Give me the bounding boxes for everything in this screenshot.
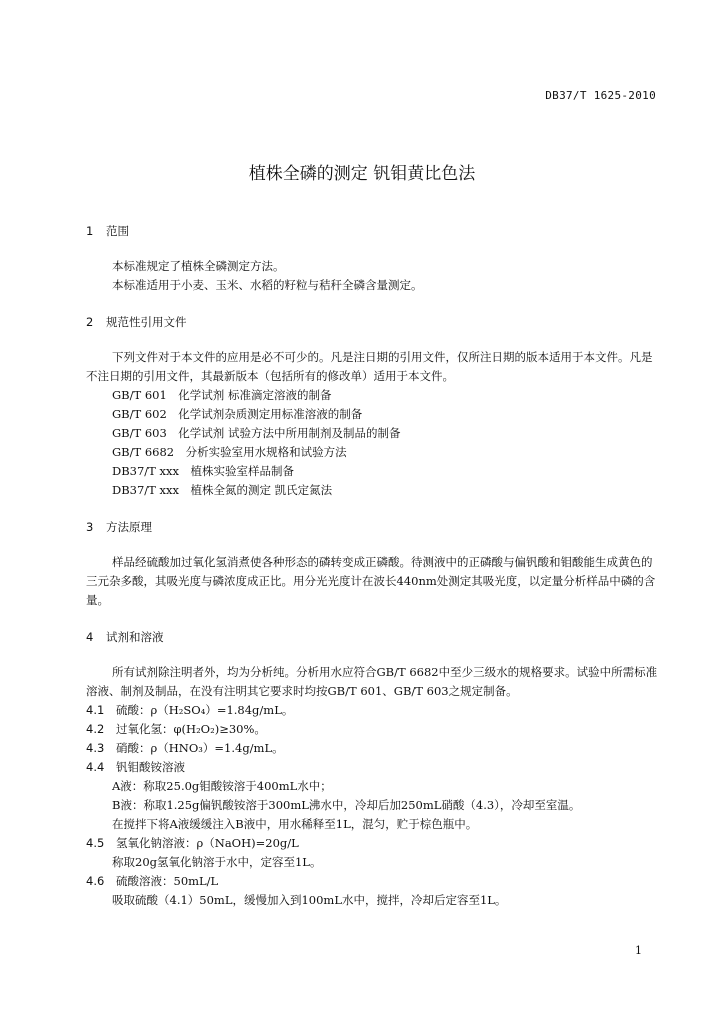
section-heading-principle: 3 方法原理 [86,520,152,534]
page-number: 1 [635,944,642,957]
section-heading-scope: 1 范围 [86,224,129,238]
clause-body: 在搅拌下将A液缓缓注入B液中，用水稀释至1L，混匀，贮于棕色瓶中。 [112,817,478,831]
reference-item: GB/T 6682 分析实验室用水规格和试验方法 [112,445,347,459]
standard-code: DB37/T 1625-2010 [545,89,656,102]
reference-list [86,386,658,500]
reference-item: DB37/T xxx 植株实验室样品制备 [112,464,294,478]
reference-item: GB/T 601 化学试剂 标准滴定溶液的制备 [112,388,332,402]
document-title: 植株全磷的测定 钒钼黄比色法 [248,164,476,184]
clause-4-1: 4.1 硫酸：ρ（H₂SO₄）=1.84g/mL。 [86,703,294,717]
clause-body: 称取20g氢氧化钠溶于水中，定容至1L。 [112,855,322,869]
reference-item: GB/T 602 化学试剂杂质测定用标准溶液的制备 [112,407,363,421]
section-heading-reagents: 4 试剂和溶液 [86,630,164,644]
reference-item: DB37/T xxx 植株全氮的测定 凯氏定氮法 [112,483,333,497]
paragraph: 本标准适用于小麦、玉米、水稻的籽粒与秸秆全磷含量测定。 [112,278,423,292]
clause-4-3: 4.3 硝酸：ρ（HNO₃）=1.4g/mL。 [86,741,284,755]
clause-body: A液：称取25.0g钼酸铵溶于400mL水中； [112,779,332,793]
reference-item: GB/T 603 化学试剂 试验方法中所用制剂及制品的制备 [112,426,401,440]
document-body [86,222,658,910]
section-heading-normative-references: 2 规范性引用文件 [86,315,187,329]
clause-4-4: 4.4 钒钼酸铵溶液 [86,760,185,774]
clause-4-2: 4.2 过氧化氢：φ(H₂O₂)≥30%。 [86,722,266,736]
clause-4-6: 4.6 硫酸溶液：50mL/L [86,874,219,888]
paragraph: 下列文件对于本文件的应用是必不可少的。凡是注日期的引用文件，仅所注日期的版本适用于本文件。凡是不注日期的引用文件，其最新版本（包括所有的修改单）适用于本文件。 [86,350,653,383]
paragraph: 本标准规定了植株全磷测定方法。 [112,259,285,273]
paragraph: 样品经硫酸加过氧化氢消煮使各种形态的磷转变成正磷酸。待测液中的正磷酸与偏钒酸和钼酸能生成黄色的三元杂多酸，其吸光度与磷浓度成正比。用分光光度计在波长440nm处测定其吸光度，以定量分析样品中磷的含量。 [86,555,656,607]
clause-4-5: 4.5 氢氧化钠溶液：ρ（NaOH)=20g/L [86,836,299,850]
clause-body: B液：称取1.25g偏钒酸铵溶于300mL沸水中，冷却后加250mL硝酸（4.3），冷却至室温。 [112,798,581,812]
clause-body: 吸取硫酸（4.1）50mL，缓慢加入到100mL水中，搅拌，冷却后定容至1L。 [112,893,507,907]
paragraph: 所有试剂除注明者外，均为分析纯。分析用水应符合GB/T 6682中至少三级水的规格要求。试验中所需标准溶液、制剂及制品，在没有注明其它要求时均按GB/T 601、GB/T 603之规定制备。 [86,665,658,698]
